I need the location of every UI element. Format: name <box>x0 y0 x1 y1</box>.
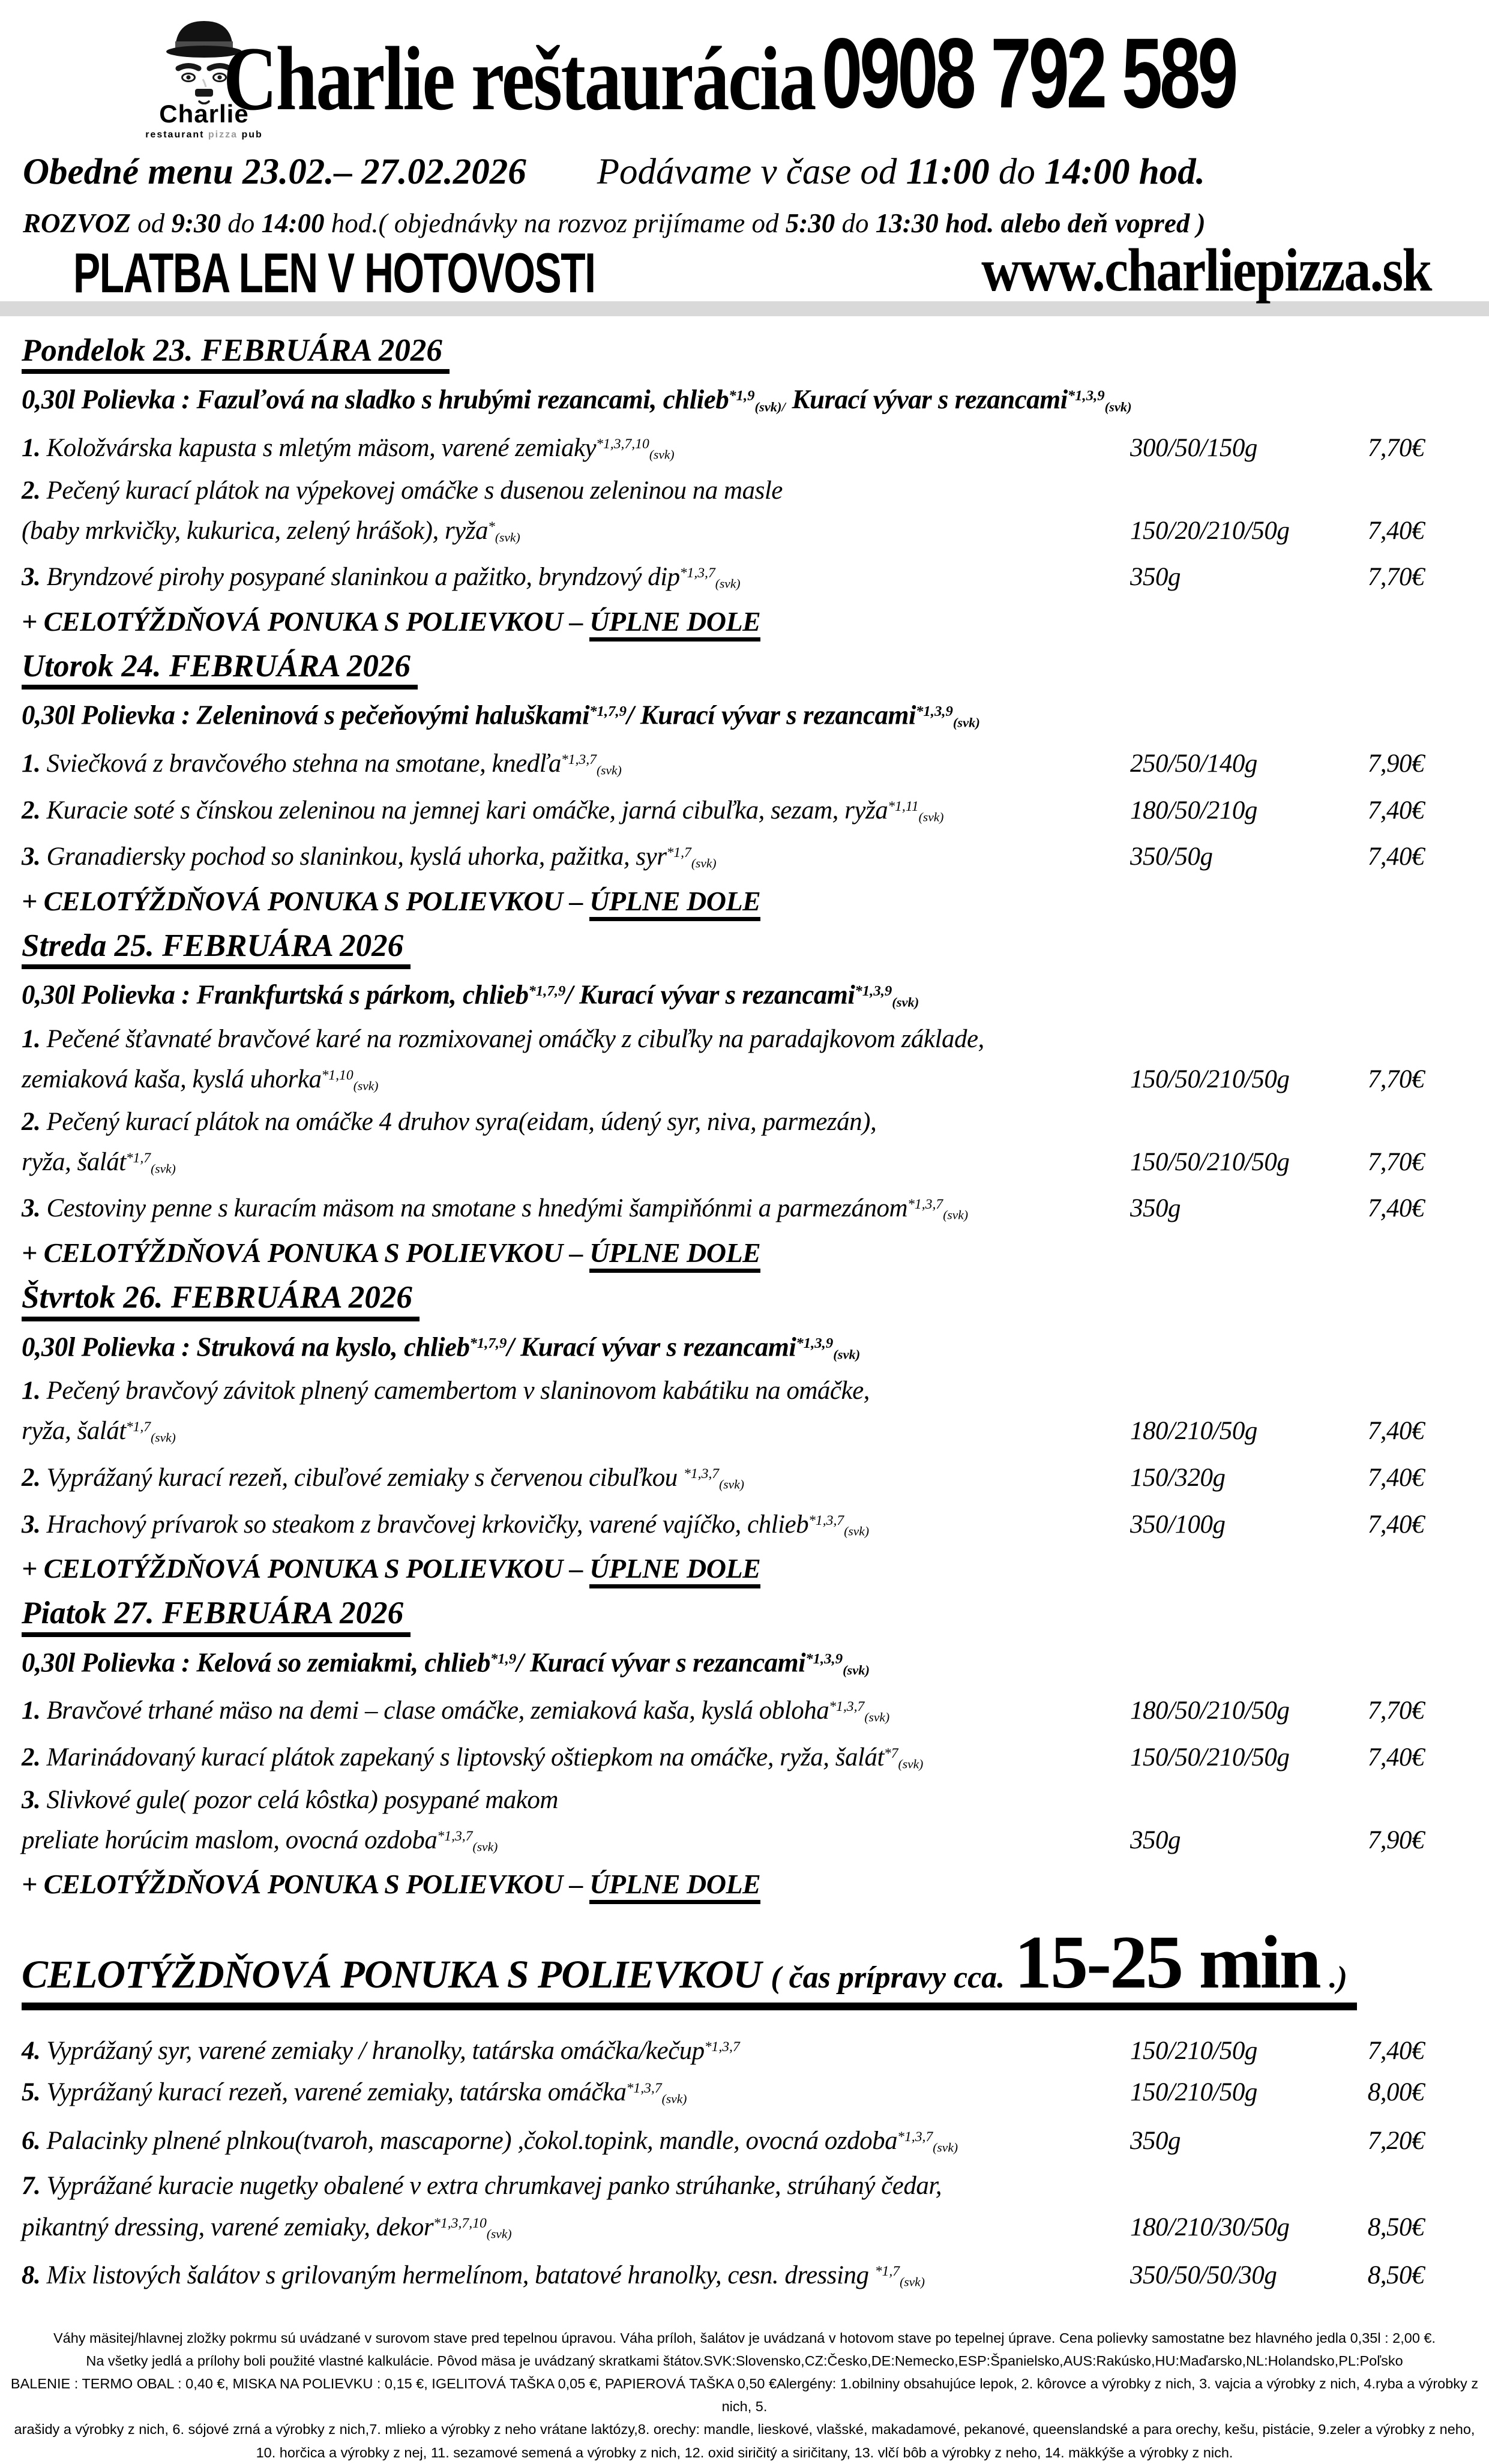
footer-line: BALENIE : TERMO OBAL : 0,40 €, MISKA NA POLIEVKU : 0,15 €, IGELITOVÁ TAŠKA 0,05 €, PAPIEROVÁ TAŠKA 0,50 €Alergény: 1.obilniny obsahujúce lepok, 2. kôrovce a výrobky z nich, 3. vajcia a výrobky z nich, 4.ryba a výrobky z nich, 5. <box>10 2376 1479 2415</box>
logo-tagline-pub: pub <box>241 130 263 140</box>
item-description <box>22 1409 1130 1456</box>
item-number: 3. <box>22 843 47 871</box>
origin-subscript: (svk) <box>933 2140 958 2155</box>
item-price: 7,40€ <box>1367 1510 1424 1539</box>
item-text: Pečené šťavnaté bravčové karé na rozmixovanej omáčky z cibuľky na paradajkovom základe, <box>46 1025 984 1054</box>
day-heading-text: Streda 25. FEBRUÁRA 2026 <box>22 928 411 969</box>
day-heading <box>22 928 1424 969</box>
origin-subscript: (svk) <box>943 1208 968 1223</box>
item-description <box>22 1735 1130 1782</box>
item-text: Vyprážaný kurací rezeň, cibuľové zemiaky s červenou cibuľkou <box>46 1463 684 1492</box>
item-description <box>22 1057 1130 1104</box>
item-description <box>22 1104 1130 1140</box>
text-part: do <box>835 208 876 238</box>
soup-text: / Kurací vývar s rezancami <box>507 1332 796 1362</box>
plus-underlined-text: ÚPLNE DOLE <box>589 1553 760 1588</box>
item-number: 1. <box>22 1377 47 1405</box>
origin-subscript: (svk) <box>661 2092 687 2107</box>
item-text: Sviečková z bravčového stehna na smotane, knedľa <box>46 749 561 778</box>
text-part: 9:30 <box>171 208 221 238</box>
item-portion: 180/50/210g <box>1130 796 1257 825</box>
plus-prefix: + CELOTÝŽDŇOVÁ PONUKA S POLIEVKOU – <box>22 1869 590 1900</box>
allergen-superscript: *1,7 <box>125 1419 151 1435</box>
day-section <box>22 1280 1424 1588</box>
item-number: 3. <box>22 1785 47 1814</box>
origin-subscript: (svk) <box>151 1161 176 1176</box>
payment-notice: PLATBA LEN V HOTOVOSTI <box>73 241 595 304</box>
origin-subscript: (svk) <box>898 1756 924 1771</box>
item-portion: 150/320g <box>1130 1463 1226 1492</box>
soup-text: Kurací vývar s rezancami <box>785 384 1068 415</box>
soup-line <box>22 1325 1424 1374</box>
soup-text: 0,30l Polievka : Zeleninová s pečeňovými haluškami <box>22 700 590 731</box>
item-text: ryža, šalát <box>22 1147 126 1176</box>
weekly-offer-section <box>22 1921 1424 2301</box>
item-portion: 150/50/210/50g <box>1130 1743 1290 1771</box>
item-number: 2. <box>22 1107 47 1136</box>
weekly-offer-pointer <box>22 1233 1424 1273</box>
item-number: 4. <box>22 2037 47 2066</box>
item-number: 1. <box>22 1025 47 1054</box>
logo-tagline-restaurant: restaurant <box>145 130 205 140</box>
item-price: 7,90€ <box>1367 1825 1424 1854</box>
allergen-superscript: *1,3,7 <box>704 2039 740 2055</box>
weekly-offer-pointer <box>22 882 1424 921</box>
brand-row <box>223 17 1381 131</box>
weekly-offer-rows <box>22 2028 1424 2301</box>
menu-item-row <box>22 2118 1424 2167</box>
item-price: 7,40€ <box>1367 1194 1424 1223</box>
website-link[interactable]: www.charliepizza.sk <box>981 236 1431 304</box>
item-text: Marinádovaný kurací plátok zapekaný s liptovský oštiepkom na omáčke, ryža, šalát <box>46 1743 884 1771</box>
weekly-offer-heading <box>22 1921 1357 2010</box>
origin-subscript: (svk) <box>844 1524 869 1539</box>
origin-subscript: (svk) <box>472 1839 498 1854</box>
allergen-superscript: *1,10 <box>321 1068 353 1084</box>
allergen-superscript: *1,7 <box>666 845 691 861</box>
item-number: 1. <box>22 433 47 462</box>
text-part: 14:00 <box>261 208 325 238</box>
weekly-offer-pointer <box>22 1549 1424 1588</box>
item-price: 8,50€ <box>1367 2261 1424 2290</box>
soup-text: 0,30l Polievka : Frankfurtská s párkom, chlieb <box>22 980 529 1011</box>
plus-prefix: + CELOTÝŽDŇOVÁ PONUKA S POLIEVKOU – <box>22 1553 590 1584</box>
allergen-superscript: *1,11 <box>888 798 919 814</box>
day-section <box>22 1596 1424 1904</box>
item-text: Cestoviny penne s kuracím mäsom na smotane s hnedými šampiňónmi a parmezánom <box>46 1194 908 1223</box>
item-number: 2. <box>22 796 47 825</box>
plus-underlined-text: ÚPLNE DOLE <box>589 1869 760 1904</box>
item-description <box>22 2205 1130 2253</box>
item-portion: 250/50/140g <box>1130 749 1257 778</box>
menu-item-row <box>22 509 1424 556</box>
item-portion: 300/50/150g <box>1130 433 1257 462</box>
origin-subscript: (svk) <box>900 2275 925 2290</box>
day-section <box>22 928 1424 1273</box>
text-part: Podávame v čase od <box>597 152 906 192</box>
item-text: (baby mrkvičky, kukurica, zelený hrášok), ryža <box>22 516 488 545</box>
origin-subscript: (svk) <box>892 995 919 1011</box>
day-heading-text: Utorok 24. FEBRUÁRA 2026 <box>22 649 418 690</box>
origin-subscript: (svk) <box>691 856 717 871</box>
weekly-heading-prep-time: 15-25 min <box>1014 1921 1320 2005</box>
daily-menu-sections <box>22 333 1424 1904</box>
soup-text: 0,30l Polievka : Fazuľová na sladko s hrubými rezancami, chlieb <box>22 384 729 415</box>
item-portion: 350g <box>1130 563 1181 592</box>
menu-item-row <box>22 1104 1424 1140</box>
menu-item-row <box>22 742 1424 789</box>
footer-line: 10. horčica a výrobky z nej, 11. sezamové semená a výrobky z nich, 12. oxid siričitý a siričitany, 13. vlčí bôb a výrobky z neho, 14. mäkkýše a výrobky z nich. <box>256 2444 1233 2460</box>
menu-period: Obedné menu 23.02.– 27.02.2026 <box>23 152 526 192</box>
origin-subscript: (svk) <box>833 1347 861 1362</box>
origin-subscript: (svk) <box>952 715 980 730</box>
item-text: Granadiersky pochod so slaninkou, kyslá uhorka, pažitka, syr <box>46 843 667 871</box>
item-number: 2. <box>22 476 47 505</box>
text-part: 11:00 <box>906 152 990 192</box>
allergen-superscript: *1,3,9 <box>916 703 953 720</box>
allergen-superscript: *1,3,7 <box>829 1699 865 1715</box>
soup-line <box>22 973 1424 1021</box>
menu-period-line <box>23 151 1205 193</box>
logo-wordmark: Charlie <box>159 100 249 128</box>
origin-subscript: (svk) <box>495 530 520 545</box>
text-part: ROZVOZ <box>23 208 138 238</box>
item-price: 7,40€ <box>1367 1463 1424 1492</box>
item-description <box>22 789 1130 835</box>
allergen-superscript: *1,3,7 <box>626 2081 662 2097</box>
allergen-superscript: *1,7,9 <box>528 983 566 1000</box>
weekly-offer-pointer <box>22 1865 1424 1904</box>
item-description <box>22 555 1130 602</box>
item-description <box>22 2028 1130 2070</box>
item-price: 7,70€ <box>1367 433 1424 462</box>
item-text: Pečený bravčový závitok plnený camembertom v slaninovom kabátiku na omáčke, <box>46 1377 870 1405</box>
item-description <box>22 742 1130 789</box>
item-description <box>22 509 1130 556</box>
item-text: preliate horúcim maslom, ovocná ozdoba <box>22 1825 438 1854</box>
restaurant-name: Charlie reštaurácia <box>223 28 815 129</box>
page-header <box>0 0 1489 304</box>
text-part: 5:30 <box>785 208 835 238</box>
menu-item-row <box>22 2070 1424 2118</box>
item-price: 7,70€ <box>1367 563 1424 592</box>
item-price: 7,70€ <box>1367 1065 1424 1094</box>
item-text: Pečený kurací plátok na výpekovej omáčke s dusenou zeleninou na masle <box>46 476 783 505</box>
menu-content <box>0 316 1489 2301</box>
item-number: 7. <box>22 2171 47 2200</box>
item-text: Vyprážaný kurací rezeň, varené zemiaky, tatárska omáčka <box>46 2078 627 2107</box>
allergen-superscript: *1,3,9 <box>1067 388 1105 404</box>
item-number: 6. <box>22 2127 47 2156</box>
day-heading-text: Štvrtok 26. FEBRUÁRA 2026 <box>22 1280 420 1321</box>
menu-item-row <box>22 1140 1424 1187</box>
day-heading <box>22 649 1424 690</box>
item-portion: 150/50/210/50g <box>1130 1065 1290 1094</box>
allergen-superscript: *1,7 <box>874 2264 900 2280</box>
item-price: 8,00€ <box>1367 2078 1424 2107</box>
origin-subscript: (svk) <box>151 1430 176 1445</box>
item-portion: 350g <box>1130 2127 1181 2156</box>
item-price: 7,70€ <box>1367 1147 1424 1176</box>
item-description <box>22 1140 1130 1187</box>
soup-text: / Kurací vývar s rezancami <box>627 700 916 731</box>
text-part: do <box>989 152 1045 192</box>
origin-subscript: (svk)/ <box>754 399 786 415</box>
menu-item-row <box>22 1373 1424 1409</box>
allergen-superscript: * <box>488 518 495 535</box>
origin-subscript: (svk) <box>864 1710 890 1725</box>
item-portion: 150/20/210/50g <box>1130 516 1290 545</box>
menu-item-row <box>22 2167 1424 2205</box>
item-price: 7,90€ <box>1367 749 1424 778</box>
origin-subscript: (svk) <box>486 2226 512 2241</box>
origin-subscript: (svk) <box>715 577 741 592</box>
menu-item-row <box>22 1689 1424 1735</box>
footer-line: arašidy a výrobky z nich, 6. sójové zrná a výrobky z nich,7. mlieko a výrobky z neho vrátane laktózy,8. orechy: mandle, lieskové, vlašské, makadamové, pekanové, queenslandské a para orechy, kešu, pistácie, 9.zeler a výrobky z neho, <box>14 2421 1475 2438</box>
serving-time <box>597 152 1205 192</box>
item-price: 7,40€ <box>1367 2037 1424 2066</box>
item-description <box>22 1373 1130 1409</box>
item-portion: 350/50/50/30g <box>1130 2261 1277 2290</box>
item-number: 5. <box>22 2078 47 2107</box>
item-price: 7,40€ <box>1367 1417 1424 1446</box>
item-price: 8,50€ <box>1367 2213 1424 2241</box>
text-part: od <box>137 208 172 238</box>
item-text: Pečený kurací plátok na omáčke 4 druhov syra(eidam, údený syr, niva, parmezán), <box>46 1107 877 1136</box>
item-number: 8. <box>22 2261 47 2290</box>
footer-line: Váhy mäsitej/hlavnej zložky pokrmu sú uvádzané v surovom stave pred tepelnou úpravou. Váha príloh, šalátov je uvádzaná v hotovom stave po tepelnej úprave. Cena polievky samostatne bez hlavného jedla 0,35l : 2,00 €. <box>53 2330 1436 2346</box>
menu-item-row <box>22 1057 1424 1104</box>
soup-text: / Kurací vývar s rezancami <box>516 1647 806 1678</box>
item-text: Koložvárska kapusta s mletým mäsom, varené zemiaky <box>46 433 597 462</box>
item-description <box>22 1503 1130 1549</box>
item-number: 2. <box>22 1743 47 1771</box>
phone-number: 0908 792 589 <box>822 18 1236 129</box>
menu-item-row <box>22 2028 1424 2070</box>
item-price: 7,40€ <box>1367 1743 1424 1771</box>
allergen-superscript: *1,3,9 <box>796 1335 834 1351</box>
text-part: hod.( objednávky na rozvoz prijímame od <box>324 208 786 238</box>
allergen-superscript: *1,3,7,10 <box>596 436 649 452</box>
text-part: do <box>221 208 262 238</box>
menu-item-row <box>22 1503 1424 1549</box>
item-number: 1. <box>22 1696 47 1725</box>
item-text: Slivkové gule( pozor celá kôstka) posypané makom <box>46 1785 558 1814</box>
origin-subscript: (svk) <box>843 1662 870 1678</box>
plus-prefix: + CELOTÝŽDŇOVÁ PONUKA S POLIEVKOU – <box>22 1237 590 1269</box>
allergen-superscript: *1,3,7 <box>561 751 597 768</box>
soup-line <box>22 693 1424 742</box>
item-price: 7,40€ <box>1367 516 1424 545</box>
menu-item-row <box>22 1186 1424 1233</box>
item-text: Kuracie soté s čínskou zeleninou na jemnej kari omáčke, jarná cibuľka, sezam, ryža <box>46 796 888 825</box>
allergen-superscript: *1,3,7 <box>907 1197 943 1213</box>
logo-tagline <box>127 130 281 140</box>
item-price: 7,40€ <box>1367 796 1424 825</box>
item-price: 7,70€ <box>1367 1696 1424 1725</box>
item-portion: 350/50g <box>1130 843 1213 871</box>
plus-prefix: + CELOTÝŽDŇOVÁ PONUKA S POLIEVKOU – <box>22 606 590 637</box>
text-part: alebo deň vopred ) <box>994 208 1206 238</box>
item-description <box>22 2167 1130 2205</box>
item-text: ryža, šalát <box>22 1417 126 1446</box>
item-portion: 350/100g <box>1130 1510 1226 1539</box>
item-number: 3. <box>22 1194 47 1223</box>
text-part: 14:00 hod. <box>1044 152 1205 192</box>
footer-line: Na všetky jedlá a prílohy boli použité vlastné kalkulácie. Pôvod mäsa je uvádzaný skratkami štátov.SVK:Slovensko,CZ:Česko,DE:Nemecko,ESP:Španielsko,AUS:Rakúsko,HU:Maďarsko,NL:Holandsko,PL:Poľsko <box>86 2353 1403 2369</box>
weekly-heading-main: CELOTÝŽDŇOVÁ PONUKA S POLIEVKOU <box>22 1953 762 1997</box>
item-description <box>22 1782 1130 1818</box>
soup-text: 0,30l Polievka : Struková na kyslo, chlieb <box>22 1332 470 1362</box>
item-description <box>22 2118 1130 2167</box>
allergen-superscript: *1,7 <box>125 1150 151 1166</box>
footer-fine-print <box>0 2327 1489 2463</box>
item-text: Hrachový prívarok so steakom z bravčovej krkovičky, varené vajíčko, chlieb <box>46 1510 809 1539</box>
item-portion: 150/210/50g <box>1130 2037 1257 2066</box>
text-part: 13:30 hod. <box>875 208 994 238</box>
item-description <box>22 835 1130 882</box>
item-description <box>22 1186 1130 1233</box>
item-description <box>22 2253 1130 2301</box>
item-number: 3. <box>22 1510 47 1539</box>
menu-item-row <box>22 835 1424 882</box>
menu-item-row <box>22 1409 1424 1456</box>
origin-subscript: (svk) <box>353 1078 379 1093</box>
allergen-superscript: *1,7,9 <box>589 703 627 720</box>
item-description <box>22 1021 1130 1057</box>
menu-item-row <box>22 1456 1424 1503</box>
day-heading-text: Pondelok 23. FEBRUÁRA 2026 <box>22 333 450 374</box>
item-price: 7,20€ <box>1367 2127 1424 2156</box>
delivery-info-line <box>23 208 1206 239</box>
item-portion: 350g <box>1130 1825 1181 1854</box>
allergen-superscript: *1,3,7 <box>679 565 715 581</box>
item-description <box>22 426 1130 473</box>
day-section <box>22 649 1424 921</box>
item-text: Mix listových šalátov s grilovaným hermelínom, batatové hranolky, cesn. dressing <box>46 2261 875 2290</box>
logo-tagline-pizza: pizza <box>208 130 238 140</box>
allergen-superscript: *1,3,9 <box>855 983 892 1000</box>
plus-underlined-text: ÚPLNE DOLE <box>589 886 760 921</box>
allergen-superscript: *1,3,7 <box>897 2129 933 2145</box>
menu-item-row <box>22 1818 1424 1865</box>
day-heading <box>22 1280 1424 1321</box>
weekly-heading-note-suffix: .) <box>1329 1961 1347 1995</box>
item-number: 3. <box>22 563 47 592</box>
menu-item-row <box>22 555 1424 602</box>
plus-underlined-text: ÚPLNE DOLE <box>589 1237 760 1273</box>
weekly-offer-pointer <box>22 602 1424 642</box>
origin-subscript: (svk) <box>918 810 944 825</box>
item-text: pikantný dressing, varené zemiaky, dekor <box>22 2213 434 2241</box>
menu-item-row <box>22 1735 1424 1782</box>
item-description <box>22 1689 1130 1735</box>
origin-subscript: (svk) <box>719 1477 744 1492</box>
item-text: zemiaková kaša, kyslá uhorka <box>22 1065 322 1094</box>
soup-text: / Kurací vývar s rezancami <box>565 980 855 1011</box>
item-portion: 150/210/50g <box>1130 2078 1257 2107</box>
item-number: 2. <box>22 1463 47 1492</box>
menu-item-row <box>22 789 1424 835</box>
item-description <box>22 1818 1130 1865</box>
allergen-superscript: *1,3,7,10 <box>433 2215 487 2231</box>
item-text: Bravčové trhané mäso na demi – clase omáčke, zemiaková kaša, kyslá obloha <box>46 1696 829 1725</box>
item-portion: 180/210/30/50g <box>1130 2213 1290 2241</box>
soup-text: 0,30l Polievka : Kelová so zemiakmi, chlieb <box>22 1647 490 1678</box>
item-price: 7,40€ <box>1367 843 1424 871</box>
origin-subscript: (svk) <box>1104 399 1132 415</box>
day-section <box>22 333 1424 642</box>
item-text: Vyprážané kuracie nugetky obalené v extra chrumkavej panko strúhanke, strúhaný čedar, <box>46 2171 942 2200</box>
plus-underlined-text: ÚPLNE DOLE <box>589 606 760 642</box>
menu-item-row <box>22 1782 1424 1818</box>
menu-item-row <box>22 1021 1424 1057</box>
allergen-superscript: *1,3,7 <box>808 1512 844 1528</box>
soup-line <box>22 377 1424 426</box>
weekly-heading-note-prefix: ( čas prípravy cca. <box>771 1961 1005 1995</box>
item-text: Vyprážaný syr, varené zemiaky / hranolky, tatárska omáčka/kečup <box>46 2037 705 2066</box>
allergen-superscript: *1,7,9 <box>469 1335 507 1351</box>
day-heading <box>22 333 1424 374</box>
soup-line <box>22 1641 1424 1689</box>
item-description <box>22 2070 1130 2118</box>
allergen-superscript: *1,3,9 <box>805 1650 843 1667</box>
plus-prefix: + CELOTÝŽDŇOVÁ PONUKA S POLIEVKOU – <box>22 886 590 917</box>
allergen-superscript: *1,9 <box>729 388 755 404</box>
item-description <box>22 473 1130 509</box>
allergen-superscript: *1,9 <box>490 1650 517 1667</box>
item-description <box>22 1456 1130 1503</box>
item-portion: 150/50/210/50g <box>1130 1147 1290 1176</box>
allergen-superscript: *1,3,7 <box>684 1465 720 1482</box>
menu-item-row <box>22 473 1424 509</box>
origin-subscript: (svk) <box>649 447 675 462</box>
day-heading <box>22 1596 1424 1636</box>
day-heading-text: Piatok 27. FEBRUÁRA 2026 <box>22 1596 411 1636</box>
menu-item-row <box>22 2253 1424 2301</box>
item-text: Palacinky plnené plnkou(tvaroh, mascaporne) ,čokol.topink, mandle, ovocná ozdoba <box>46 2127 898 2156</box>
origin-subscript: (svk) <box>596 763 622 778</box>
allergen-superscript: *1,3,7 <box>437 1828 473 1844</box>
menu-item-row <box>22 426 1424 473</box>
item-number: 1. <box>22 749 47 778</box>
item-text: Bryndzové pirohy posypané slaninkou a pažitko, bryndzový dip <box>46 563 680 592</box>
payment-row <box>0 235 1489 305</box>
item-portion: 180/50/210/50g <box>1130 1696 1290 1725</box>
menu-item-row <box>22 2205 1424 2253</box>
allergen-superscript: *7 <box>883 1745 898 1761</box>
item-portion: 180/210/50g <box>1130 1417 1257 1446</box>
item-portion: 350g <box>1130 1194 1181 1223</box>
